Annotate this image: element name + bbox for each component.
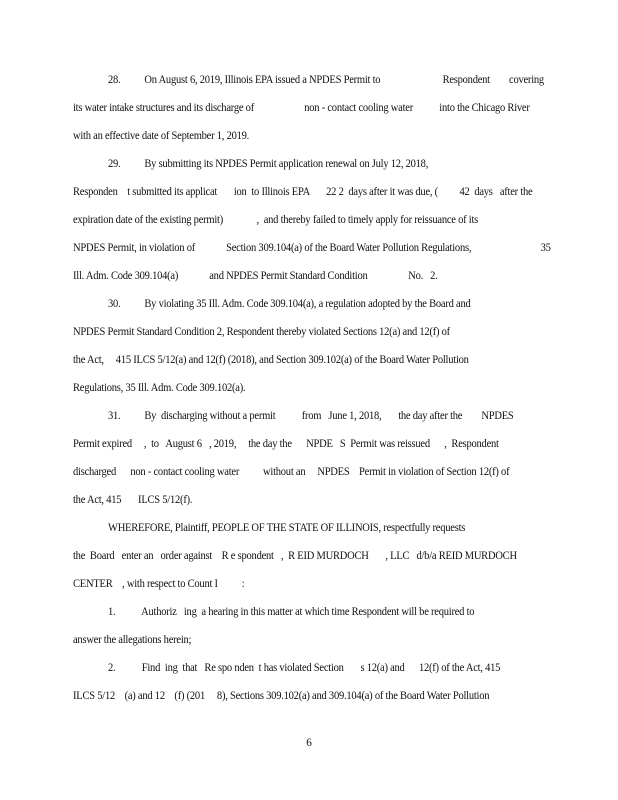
para-30-line-4: Regulations, 35 Ill. Adm. Code 309.102(a). (73, 382, 246, 394)
para-28-line-3: with an effective date of September 1, 2019. (73, 130, 250, 142)
para-31-line-2: Permit expired , to August 6 , 2019, the day the NPDE S Permit was reissued , Respondent (73, 438, 499, 450)
para-29-line-5: Ill. Adm. Code 309.104(a) and NPDES Permit Standard Condition No. 2. (73, 270, 438, 282)
para-31-line-1: 31. By discharging without a permit from June 1, 2018, the day after the NPDES (108, 410, 514, 422)
page-number: 6 (306, 737, 312, 749)
wherefore-line-3: CENTER , with respect to Count I : (73, 578, 245, 590)
para-29-line-2: Responden t submitted its applicat ion to Illinois EPA 22 2 days after it was due, ( 42 days after the (73, 186, 533, 198)
para-31-line-4: the Act, 415 ILCS 5/12(f). (73, 494, 193, 506)
request-1-line-2: answer the allegations herein; (73, 634, 192, 646)
wherefore-line-2: the Board enter an order against R e spondent , R EID MURDOCH , LLC d/b/a REID MURDOCH (73, 550, 517, 562)
wherefore-line-1: WHEREFORE, Plaintiff, PEOPLE OF THE STATE OF ILLINOIS, respectfully requests (108, 522, 466, 534)
para-30-line-3: the Act, 415 ILCS 5/12(a) and 12(f) (2018), and Section 309.102(a) of the Board Water Pollution (73, 354, 469, 366)
para-28-line-1: 28. On August 6, 2019, Illinois EPA issued a NPDES Permit to Respondent covering (108, 74, 544, 86)
para-31-line-3: discharged non - contact cooling water without an NPDES Permit in violation of Section 12(f) of (73, 466, 510, 478)
para-30-line-1: 30. By violating 35 Ill. Adm. Code 309.104(a), a regulation adopted by the Board and (108, 298, 471, 310)
request-2-line-2: ILCS 5/12 (a) and 12 (f) (201 8), Sections 309.102(a) and 309.104(a) of the Board Water Pollution (73, 690, 490, 702)
para-28-line-2: its water intake structures and its discharge of non - contact cooling water into the Chicago River (73, 102, 530, 114)
para-29-line-1: 29. By submitting its NPDES Permit application renewal on July 12, 2018, (108, 158, 429, 170)
request-2-line-1: 2. Find ing that Re spo nden t has violated Section s 12(a) and 12(f) of the Act, 415 (108, 662, 501, 674)
request-1-line-1: 1. Authoriz ing a hearing in this matter at which time Respondent will be required to (108, 606, 475, 618)
para-29-line-4: NPDES Permit, in violation of Section 309.104(a) of the Board Water Pollution Regulations, 35 (73, 242, 551, 254)
para-29-line-3: expiration date of the existing permit) , and thereby failed to timely apply for reissuance of its (73, 214, 479, 226)
para-30-line-2: NPDES Permit Standard Condition 2, Respondent thereby violated Sections 12(a) and 12(f) of (73, 326, 450, 338)
